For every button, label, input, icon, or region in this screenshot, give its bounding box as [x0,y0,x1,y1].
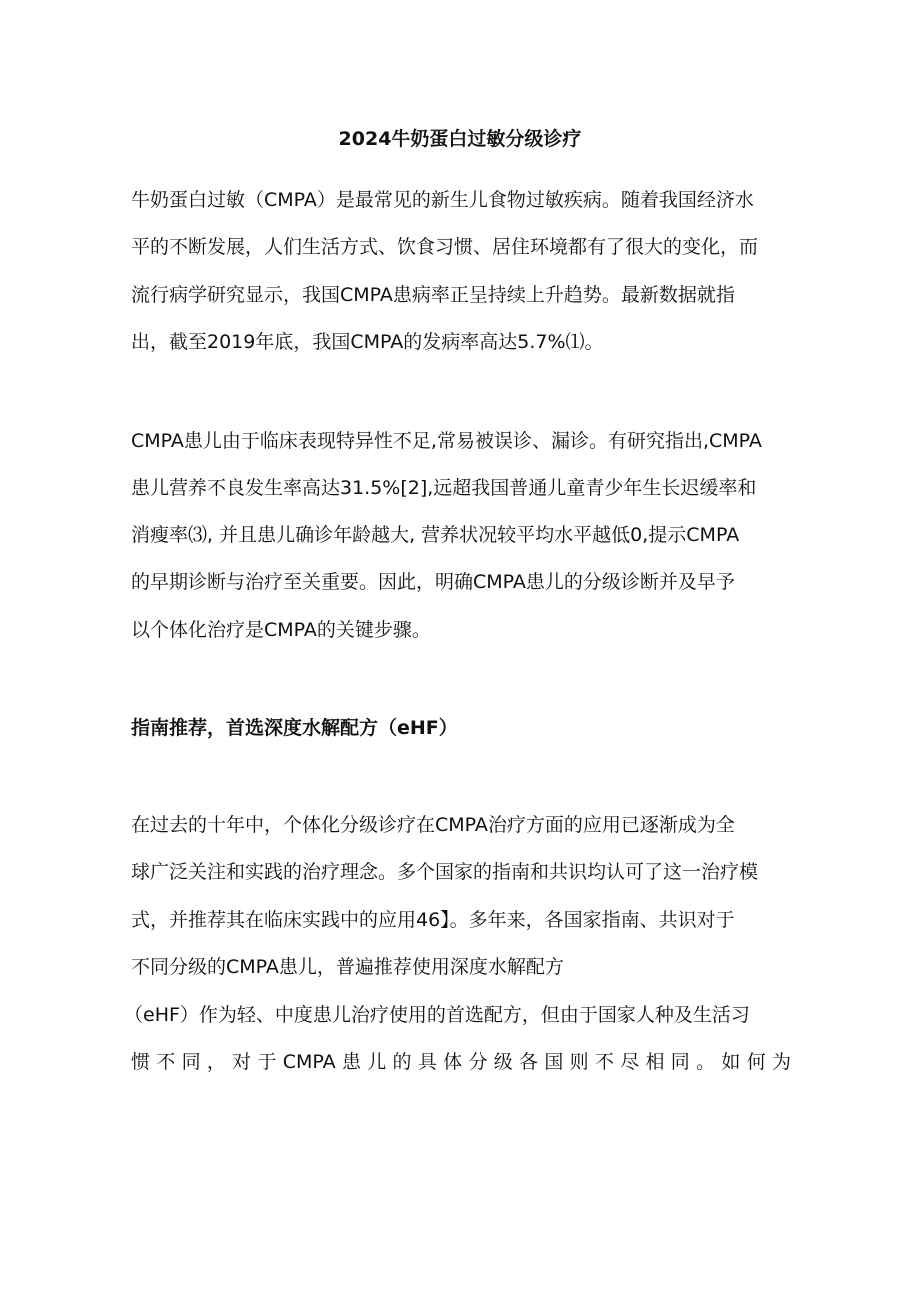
section-heading: 指南推荐，首选深度水解配方（eHF） [131,717,458,739]
paragraph-3-line-6: 惯不同，对于CMPA患儿的具体分级各国则不尽相同。如何为 [131,1051,791,1073]
paragraph-1-line-4: 出，截至2019年底，我国CMPA的发病率高达5.7%⑴。 [131,331,604,353]
paragraph-3-line-2: 球广泛关注和实践的治疗理念。多个国家的指南和共识均认可了这一治疗模 [131,861,759,883]
paragraph-2-line-4: 的早期诊断与治疗至关重要。因此，明确CMPA患儿的分级诊断并及早予 [131,571,735,593]
paragraph-1-line-1: 牛奶蛋白过敏（CMPA）是最常见的新生儿食物过敏疾病。随着我国经济水 [131,189,754,211]
paragraph-2-line-1: CMPA患儿由于临床表现特异性不足,常易被误诊、漏诊。有研究指出,CMPA [131,430,762,452]
paragraph-3-line-4: 不同分级的CMPA患儿，普遍推荐使用深度水解配方 [131,956,564,978]
paragraph-1-line-3: 流行病学研究显示，我国CMPA患病率正呈持续上升趋势。最新数据就指 [131,284,735,306]
paragraph-3-line-1: 在过去的十年中，个体化分级诊疗在CMPA治疗方面的应用已逐渐成为全 [131,814,735,836]
paragraph-3-line-3: 式，并推荐其在临床实践中的应用46】。多年来，各国家指南、共识对于 [131,909,735,931]
paragraph-3-line-5: （eHF）作为轻、中度患儿治疗使用的首选配方，但由于国家人种及生活习 [124,1004,750,1026]
paragraph-2-line-3: 消瘦率⑶, 并且患儿确诊年龄越大, 营养状况较平均水平越低0,提示CMPA [131,524,740,546]
paragraph-1-line-2: 平的不断发展，人们生活方式、饮食习惯、居住环境都有了很大的变化，而 [131,236,759,258]
paragraph-2-line-5: 以个体化治疗是CMPA的关键步骤。 [131,619,431,641]
paragraph-2-line-2: 患儿营养不良发生率高达31.5%[2],远超我国普通儿童青少年生长迟缓率和 [131,477,757,499]
document-title: 2024牛奶蛋白过敏分级诊疗 [338,128,582,150]
